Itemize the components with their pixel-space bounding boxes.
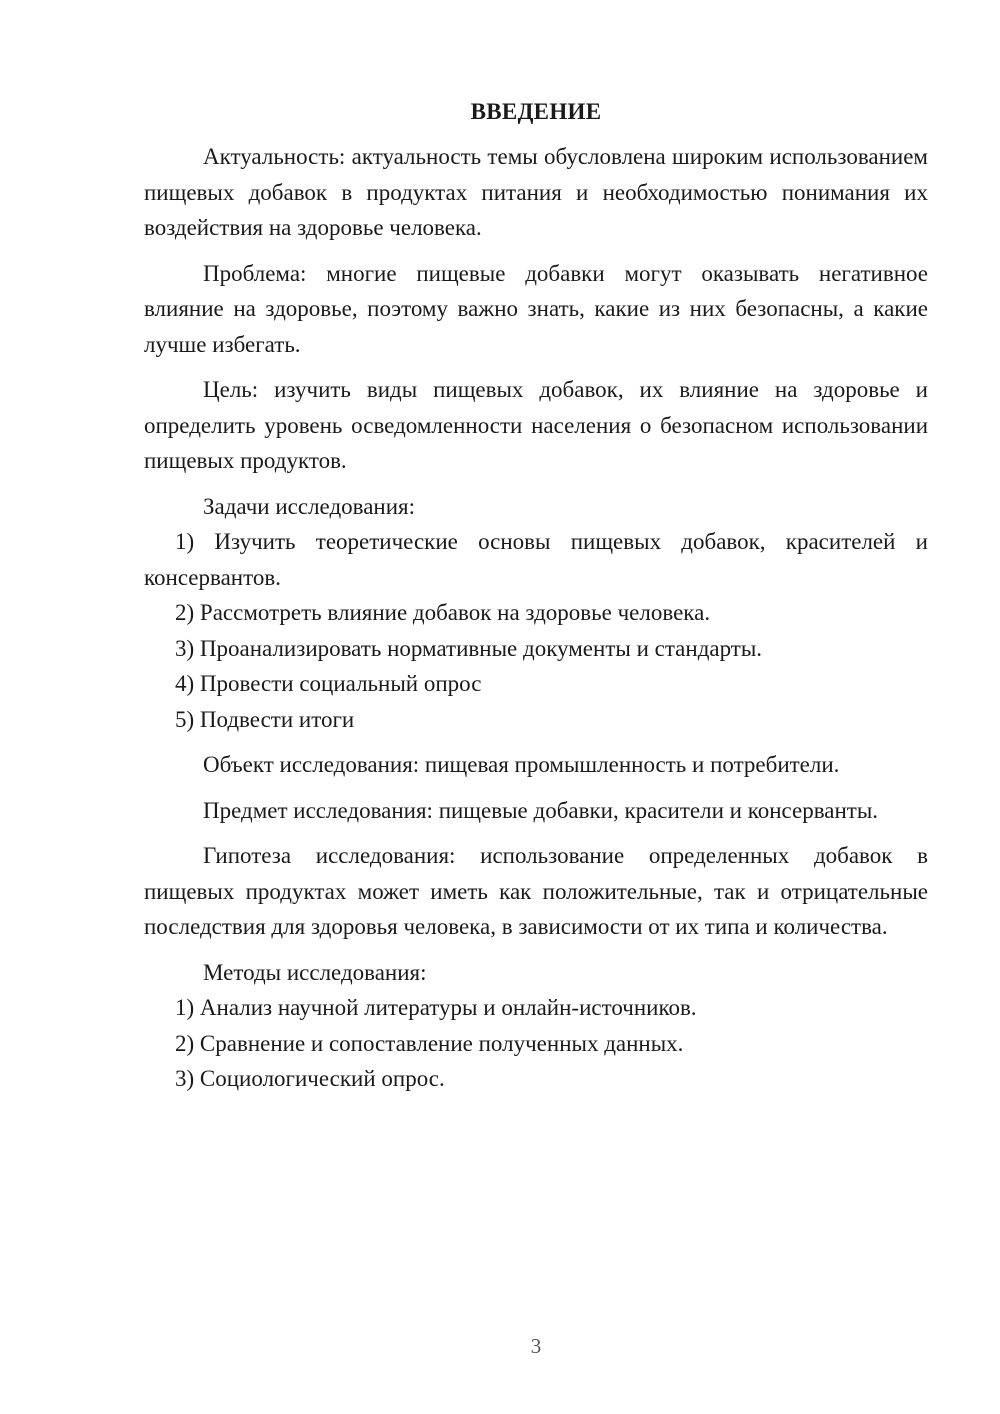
task-item-4: 4) Провести социальный опрос xyxy=(175,671,482,696)
paragraph-subject: Предмет исследования: пищевые добавки, красители и консерванты. xyxy=(203,797,879,823)
task-item-1: 1) Изучить теоретические основы пищевых добавок, красителей и консервантов. xyxy=(144,529,928,590)
task-item-5: 5) Подвести итоги xyxy=(175,706,355,732)
paragraph-hypothesis: Гипотеза исследования: использование определенных добавок в пищевых продуктах может иметь как положительные, так и отрицательные последствия для здоровья человека, в зависимости от их типа и количества. xyxy=(144,843,928,939)
page-title: ВВЕДЕНИЕ xyxy=(470,99,602,124)
paragraph-problem: Проблема: многие пищевые добавки могут оказывать негативное влияние на здоровье, поэтому важно знать, какие из них безопасны, а какие лучше избегать. xyxy=(144,260,928,357)
method-item-3: 3) Социологический опрос. xyxy=(175,1066,445,1091)
method-item-1: 1) Анализ научной литературы и онлайн-источников. xyxy=(175,995,697,1020)
paragraph-relevance: Актуальность: актуальность темы обусловлена широким использованием пищевых добавок в продуктах питания и необходимостью понимания их воздействия на здоровье человека. xyxy=(144,144,928,240)
methods-heading: Методы исследования: xyxy=(203,959,427,985)
paragraph-goal: Цель: изучить виды пищевых добавок, их влияние на здоровье и определить уровень осведомленности населения о безопасном использовании пищевых продуктов. xyxy=(144,377,928,473)
paragraph-object: Объект исследования: пищевая промышленность и потребители. xyxy=(203,752,840,777)
page-number: 3 xyxy=(530,1334,542,1358)
method-item-2: 2) Сравнение и сопоставление полученных данных. xyxy=(175,1030,684,1056)
task-item-2: 2) Рассмотреть влияние добавок на здоровье человека. xyxy=(175,600,711,625)
tasks-heading: Задачи исследования: xyxy=(203,493,416,519)
page-content xyxy=(144,94,928,1097)
task-item-3: 3) Проанализировать нормативные документы и стандарты. xyxy=(175,635,763,661)
